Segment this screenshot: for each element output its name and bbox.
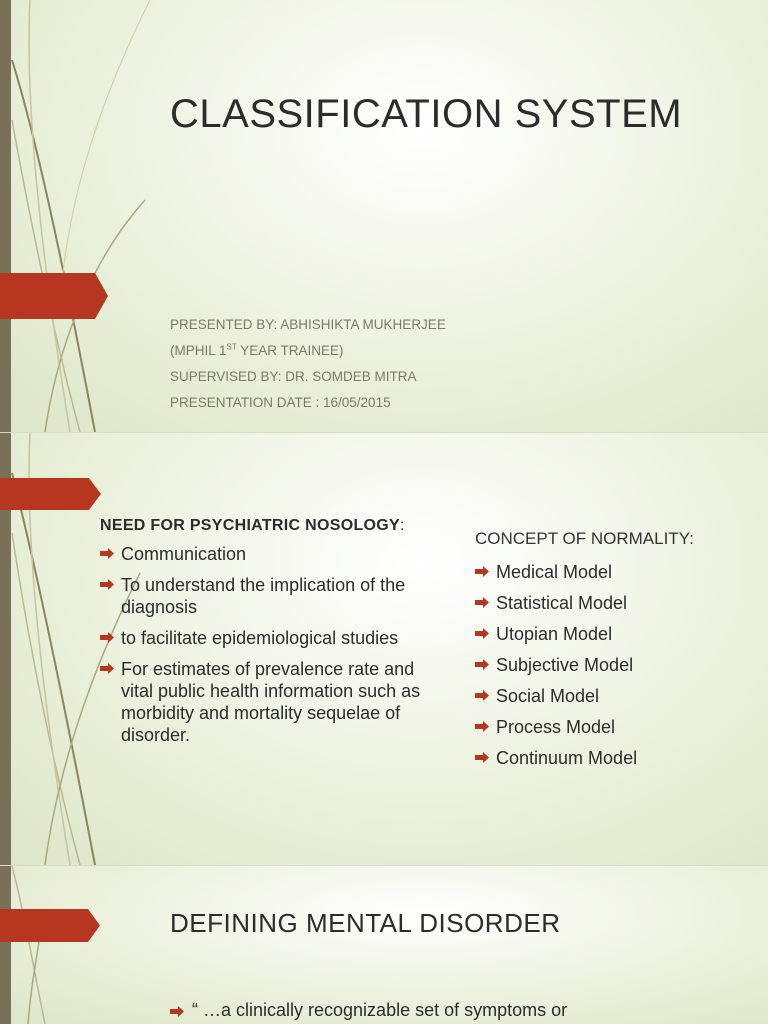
arrow-bullet-icon bbox=[475, 752, 489, 763]
list-item-text: Utopian Model bbox=[496, 624, 613, 644]
arrow-bullet-icon bbox=[475, 628, 489, 639]
list-item bbox=[475, 747, 755, 769]
list-item-text: Statistical Model bbox=[496, 593, 628, 613]
arrow-bullet-icon bbox=[475, 597, 489, 608]
nosology-column bbox=[100, 517, 450, 755]
presentation-date: PRESENTATION DATE : 16/05/2015 bbox=[170, 395, 391, 410]
definition-quote bbox=[170, 1000, 567, 1021]
list-item bbox=[475, 592, 755, 614]
accent-arrow-tab bbox=[0, 909, 100, 942]
nosology-heading-colon: : bbox=[399, 517, 405, 534]
arrow-bullet-icon bbox=[100, 548, 114, 559]
list-item bbox=[100, 658, 450, 746]
nosology-heading bbox=[100, 517, 450, 535]
list-item-text: To understand the implication of the diagnosis bbox=[121, 575, 406, 617]
trainee-superscript: ST bbox=[226, 342, 237, 352]
arrow-bullet-icon bbox=[475, 721, 489, 732]
list-item-text: Process Model bbox=[496, 717, 616, 737]
normality-column bbox=[475, 529, 755, 778]
list-item bbox=[475, 716, 755, 738]
presented-by: PRESENTED BY: ABHISHIKTA MUKHERJEE bbox=[170, 317, 446, 332]
list-item-text: to facilitate epidemiological studies bbox=[121, 628, 399, 648]
arrow-bullet-icon bbox=[170, 1006, 184, 1017]
arrow-bullet-icon bbox=[475, 566, 489, 577]
slide-2 bbox=[0, 433, 768, 865]
supervised-by: SUPERVISED BY: DR. SOMDEB MITRA bbox=[170, 369, 417, 384]
slide-1 bbox=[0, 0, 768, 432]
trainee-prefix: (MPHIL 1 bbox=[170, 343, 227, 358]
decorative-swirl-icon bbox=[0, 0, 150, 432]
list-item bbox=[100, 543, 450, 565]
definition-quote-text: “ …a clinically recognizable set of symptoms or bbox=[192, 1000, 568, 1020]
trainee-line bbox=[170, 338, 446, 364]
list-item-text: Communication bbox=[121, 544, 247, 564]
list-item bbox=[475, 623, 755, 645]
slide-title: CLASSIFICATION SYSTEM bbox=[170, 92, 683, 136]
slide-3 bbox=[0, 866, 768, 1024]
list-item bbox=[100, 574, 450, 618]
decorative-swirl-icon bbox=[0, 866, 150, 1024]
list-item-text: For estimates of prevalence rate and vital public health information such as morbidity and mortality sequelae of disorder. bbox=[121, 659, 421, 745]
list-item bbox=[475, 654, 755, 676]
list-item-text: Subjective Model bbox=[496, 655, 634, 675]
nosology-list bbox=[100, 543, 450, 746]
list-item-text: Continuum Model bbox=[496, 748, 638, 768]
list-item-text: Medical Model bbox=[496, 562, 613, 582]
normality-list bbox=[475, 561, 755, 769]
nosology-heading-text: NEED FOR PSYCHIATRIC NOSOLOGY bbox=[100, 517, 400, 534]
trainee-suffix: YEAR TRAINEE) bbox=[236, 343, 344, 358]
arrow-bullet-icon bbox=[475, 690, 489, 701]
normality-heading: CONCEPT OF NORMALITY: bbox=[475, 529, 694, 548]
accent-arrow-tab bbox=[0, 478, 101, 510]
accent-arrow-tab bbox=[0, 273, 108, 319]
arrow-bullet-icon bbox=[475, 659, 489, 670]
arrow-bullet-icon bbox=[100, 663, 114, 674]
slide-title: DEFINING MENTAL DISORDER bbox=[170, 908, 561, 938]
list-item bbox=[475, 561, 755, 583]
presentation-info bbox=[170, 312, 446, 416]
list-item-text: Social Model bbox=[496, 686, 600, 706]
list-item bbox=[100, 627, 450, 649]
list-item bbox=[475, 685, 755, 707]
arrow-bullet-icon bbox=[100, 579, 114, 590]
arrow-bullet-icon bbox=[100, 632, 114, 643]
